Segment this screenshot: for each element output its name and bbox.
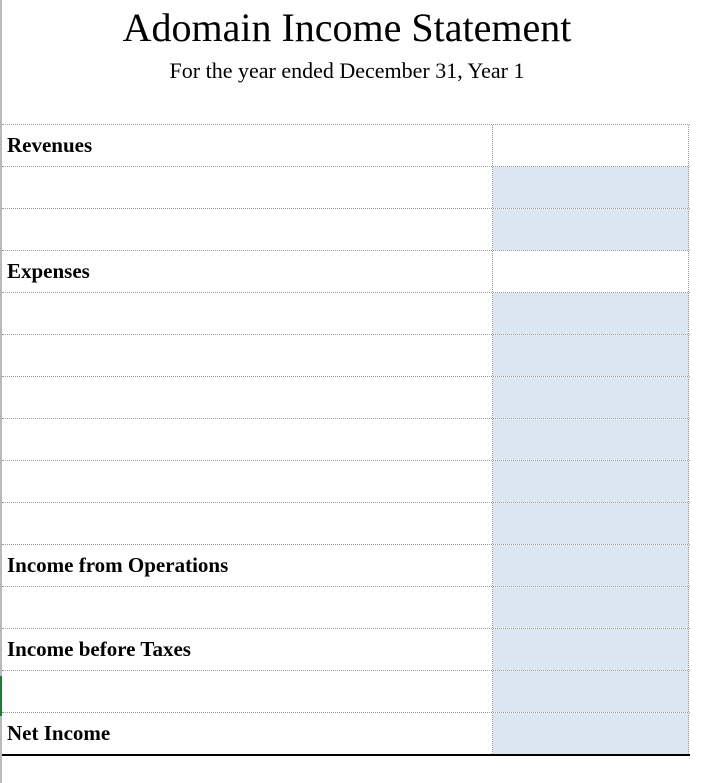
- row-income-before-taxes: [2, 629, 690, 671]
- table-row: [2, 377, 690, 419]
- amount-input-cell[interactable]: [493, 335, 689, 376]
- label-cell[interactable]: Revenues: [2, 125, 493, 166]
- label-cell[interactable]: [2, 209, 493, 250]
- label-cell[interactable]: Net Income: [2, 713, 493, 754]
- label-cell[interactable]: Income from Operations: [2, 545, 493, 586]
- label-cell[interactable]: [2, 335, 493, 376]
- amount-input-cell[interactable]: [493, 419, 689, 460]
- table-row: [2, 419, 690, 461]
- amount-cell[interactable]: [493, 125, 689, 166]
- table-row: [2, 335, 690, 377]
- table-row: [2, 461, 690, 503]
- table-row: [2, 671, 690, 713]
- label-cell[interactable]: [2, 671, 493, 712]
- table-row: [2, 209, 690, 251]
- label-cell[interactable]: [2, 293, 493, 334]
- amount-input-cell[interactable]: [493, 167, 689, 208]
- row-net-income: [2, 713, 690, 756]
- amount-input-cell[interactable]: [493, 713, 689, 754]
- label-cell[interactable]: [2, 587, 493, 628]
- amount-input-cell[interactable]: [493, 461, 689, 502]
- row-expenses: [2, 251, 690, 293]
- table-row: [2, 293, 690, 335]
- row-income-from-operations: [2, 545, 690, 587]
- statement-title: Adomain Income Statement: [122, 5, 572, 50]
- income-statement-grid: [2, 124, 690, 756]
- label-cell[interactable]: [2, 167, 493, 208]
- amount-input-cell[interactable]: [493, 293, 689, 334]
- label-cell[interactable]: [2, 461, 493, 502]
- amount-input-cell[interactable]: [493, 587, 689, 628]
- amount-input-cell[interactable]: [493, 377, 689, 418]
- statement-subtitle: For the year ended December 31, Year 1: [169, 58, 525, 83]
- table-row: [2, 587, 690, 629]
- amount-input-cell[interactable]: [493, 545, 689, 586]
- label-cell[interactable]: [2, 419, 493, 460]
- label-cell[interactable]: [2, 503, 493, 544]
- row-revenues: [2, 125, 690, 167]
- label-cell[interactable]: Income before Taxes: [2, 629, 493, 670]
- label-cell[interactable]: Expenses: [2, 251, 493, 292]
- amount-input-cell[interactable]: [493, 671, 689, 712]
- table-row: [2, 503, 690, 545]
- amount-input-cell[interactable]: [493, 209, 689, 250]
- label-cell[interactable]: [2, 377, 493, 418]
- amount-input-cell[interactable]: [493, 629, 689, 670]
- amount-input-cell[interactable]: [493, 503, 689, 544]
- table-row: [2, 167, 690, 209]
- amount-cell[interactable]: [493, 251, 689, 292]
